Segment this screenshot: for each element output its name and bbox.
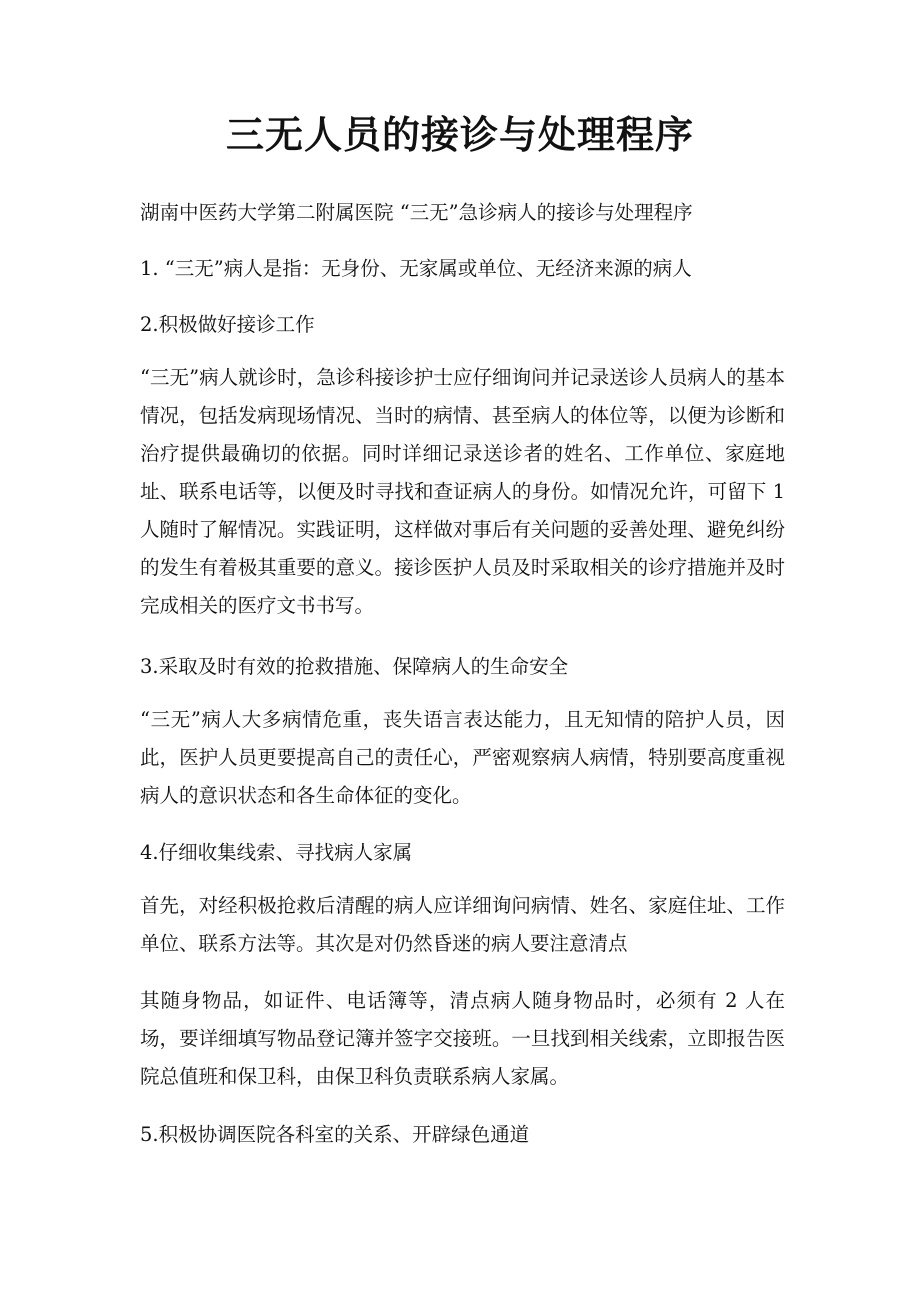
section-1-heading: 1. “三无”病人是指：无身份、无家属或单位、无经济来源的病人 (140, 257, 692, 280)
document-title: 三无人员的接诊与处理程序 (225, 112, 694, 157)
section-4-body-part-1: 首先，对经积极抢救后清醒的病人应详细询问病情、姓名、家庭住址、工作单位、联系方法等。其次是对仍然昏迷的病人要注意清点 (140, 894, 785, 955)
section-5-heading: 5.积极协调医院各科室的关系、开辟绿色通道 (140, 1123, 530, 1146)
section-3-heading: 3.采取及时有效的抢救措施、保障病人的生命安全 (140, 655, 569, 678)
section-2-heading: 2.积极做好接诊工作 (140, 313, 315, 336)
section-4-heading: 4.仔细收集线索、寻找病人家属 (140, 841, 413, 864)
section-4-body-part-2: 其随身物品，如证件、电话簿等，清点病人随身物品时，必须有 2 人在场，要详细填写物品登记簿并签字交接班。一旦找到相关线索，立即报告医院总值班和保卫科，由保卫科负责联系病人家属。 (140, 989, 785, 1088)
section-3-body: “三无”病人大多病情危重，丧失语言表达能力，且无知情的陪护人员，因此，医护人员更要提高自己的责任心，严密观察病人病情，特别要高度重视病人的意识状态和各生命体征的变化。 (140, 708, 785, 807)
section-2-body: “三无”病人就诊时，急诊科接诊护士应仔细询问并记录送诊人员病人的基本情况，包括发病现场情况、当时的病情、甚至病人的体位等，以便为诊断和治疗提供最确切的依据。同时详细记录送诊者的姓名、工作单位、家庭地址、联系电话等，以便及时寻找和查证病人的身份。如情况允许，可留下 1 人随时了解情况。实践证明，这样做对事后有关问题的妥善处理、避免纠纷的发生有着极其重要的意义。接诊医护人员及时采取相关的诊疗措施并及时完成相关的医疗文书书写。 (140, 366, 785, 617)
document-subtitle: 湖南中医药大学第二附属医院 “三无”急诊病人的接诊与处理程序 (140, 201, 693, 224)
